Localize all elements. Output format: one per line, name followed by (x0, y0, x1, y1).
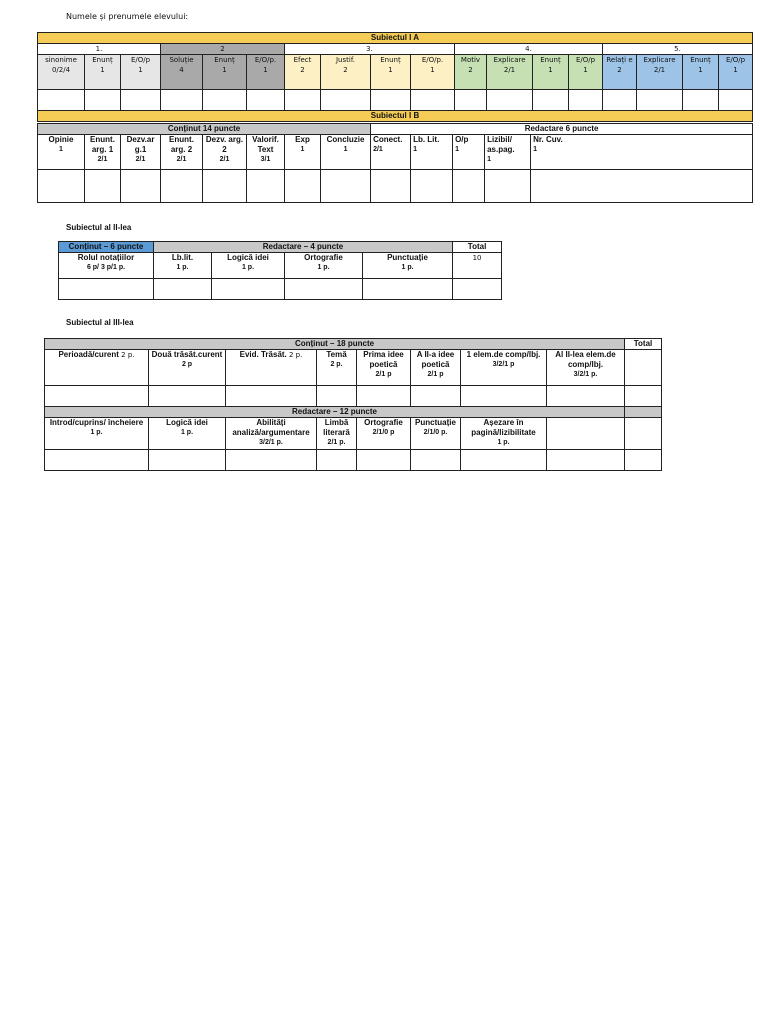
s2-content-header: Conținut – 6 puncte (59, 242, 154, 253)
s2-crit-4: Ortografie 1 p. (285, 253, 363, 279)
score-cell[interactable] (154, 279, 212, 300)
s1a-crit-15: Relați e 2 (603, 55, 637, 90)
score-cell[interactable] (625, 418, 662, 450)
s3-content-header: Conținut – 18 puncte (45, 339, 625, 350)
s1b-crit-3: Dezv.ar g.1 2/1 (121, 135, 161, 170)
subject-2-table (58, 241, 502, 300)
s3-content-score-row (45, 386, 662, 407)
s1a-crit-16: Explicare 2/1 (637, 55, 683, 90)
s2-crit-1: Rolul notațiilor 6 p/ 3 p/1 p. (59, 253, 154, 279)
s1a-groups-row (38, 44, 753, 55)
s1b-crit-5: Dezv. arg. 2 2/1 (203, 135, 247, 170)
score-cell[interactable] (637, 90, 683, 111)
score-cell[interactable] (85, 170, 121, 203)
subject-1b-table (37, 123, 753, 203)
score-cell[interactable] (247, 170, 285, 203)
score-cell[interactable] (453, 279, 502, 300)
score-cell[interactable] (487, 90, 533, 111)
score-cell[interactable] (317, 386, 357, 407)
score-cell[interactable] (285, 90, 321, 111)
subject-3-table (44, 338, 662, 471)
score-cell[interactable] (461, 386, 547, 407)
s1b-crit-13: Nr. Cuv. 1 (531, 135, 753, 170)
score-cell[interactable] (285, 170, 321, 203)
s1a-group-5: 5. (603, 44, 753, 55)
s1a-crit-6: E/O/p. 1 (247, 55, 285, 90)
score-cell[interactable] (533, 90, 569, 111)
score-cell[interactable] (38, 170, 85, 203)
score-cell[interactable] (149, 450, 226, 471)
score-cell[interactable] (85, 90, 121, 111)
score-cell[interactable] (461, 450, 547, 471)
score-cell[interactable] (357, 386, 411, 407)
s1b-crit-6: Valorif. Text 3/1 (247, 135, 285, 170)
score-cell[interactable] (247, 90, 285, 111)
s1a-crit-2: Enunț 1 (85, 55, 121, 90)
s1a-crit-18: E/O/p 1 (719, 55, 753, 90)
s2-crit-3: Logică idei 1 p. (212, 253, 285, 279)
s1b-crit-11: O/p 1 (453, 135, 485, 170)
score-cell[interactable] (683, 90, 719, 111)
s1a-crit-11: Motiv 2 (455, 55, 487, 90)
score-cell[interactable] (149, 386, 226, 407)
s1b-criteria-row (38, 135, 753, 170)
s3-crit-7: 1 elem.de comp/lbj. 3/2/1 p (461, 350, 547, 386)
score-cell[interactable] (569, 90, 603, 111)
s3-redactare-score-row (45, 450, 662, 471)
score-cell[interactable] (226, 450, 317, 471)
score-cell[interactable] (485, 170, 531, 203)
s3-red-crit-4: Limbă literară 2/1 p. (317, 418, 357, 450)
s1a-group-1: 1. (38, 44, 161, 55)
score-cell[interactable] (455, 90, 487, 111)
s3-crit-5: Prima idee poetică 2/1 p (357, 350, 411, 386)
score-cell[interactable] (45, 386, 149, 407)
s1a-crit-14: E/O/p 1 (569, 55, 603, 90)
s2-redactare-header: Redactare – 4 puncte (154, 242, 453, 253)
score-cell[interactable] (59, 279, 154, 300)
s1a-crit-9: Enunț 1 (371, 55, 411, 90)
s1a-crit-4: Soluție 4 (161, 55, 203, 90)
s1a-crit-7: Efect 2 (285, 55, 321, 90)
score-cell[interactable] (411, 90, 455, 111)
s3-crit-4: Temă 2 p. (317, 350, 357, 386)
score-cell[interactable] (357, 450, 411, 471)
s2-crit-5: Punctuație 1 p. (363, 253, 453, 279)
score-cell[interactable] (45, 450, 149, 471)
s1b-crit-2: Enunt. arg. 1 2/1 (85, 135, 121, 170)
s1a-crit-17: Enunț 1 (683, 55, 719, 90)
s1a-crit-13: Enunț 1 (533, 55, 569, 90)
s3-red-crit-3: Abilități analiză/argumentare 3/2/1 p. (226, 418, 317, 450)
s1b-crit-7: Exp 1 (285, 135, 321, 170)
s1b-crit-12: Lizibil/ as.pag. 1 (485, 135, 531, 170)
s1b-crit-9: Conect. 2/1 (371, 135, 411, 170)
score-cell[interactable] (625, 450, 662, 471)
s3-content-header-row (45, 339, 662, 350)
subject-3-title: Subiectul al III-lea (66, 318, 134, 327)
s1a-criteria-row (38, 55, 753, 90)
s1a-group-3: 3. (285, 44, 455, 55)
s1a-group-4: 4. (455, 44, 603, 55)
score-cell[interactable] (547, 450, 625, 471)
score-cell[interactable] (212, 279, 285, 300)
s1b-header-row (38, 124, 753, 135)
s3-crit-8: Al II-lea elem.de comp/lbj. 3/2/1 p. (547, 350, 625, 386)
s3-crit-3: Evid. Trăsăt. 2 p. (226, 350, 317, 386)
score-cell[interactable] (603, 90, 637, 111)
s1a-crit-5: Enunț 1 (203, 55, 247, 90)
s1a-title: Subiectul I A (38, 33, 753, 44)
score-cell[interactable] (547, 418, 625, 450)
s1b-title-row (38, 111, 753, 122)
score-cell[interactable] (161, 90, 203, 111)
score-cell[interactable] (203, 90, 247, 111)
s1b-score-row (38, 170, 753, 203)
score-cell[interactable] (371, 170, 411, 203)
score-cell[interactable] (317, 450, 357, 471)
subject-2-title: Subiectul al II-lea (66, 223, 132, 232)
subject-1-table (37, 32, 753, 122)
s1a-crit-10: E/O/p. 1 (411, 55, 455, 90)
score-cell[interactable] (203, 170, 247, 203)
s2-crit-2: Lb.lit. 1 p. (154, 253, 212, 279)
s3-total-header: Total (625, 339, 662, 350)
score-cell[interactable] (161, 170, 203, 203)
s3-red-crit-6: Punctuație 2/1/0 p. (411, 418, 461, 450)
score-cell[interactable] (226, 386, 317, 407)
s3-crit-6: A II-a idee poetică 2/1 p (411, 350, 461, 386)
s1b-redactare-header: Redactare 6 puncte (371, 124, 753, 135)
score-cell[interactable] (121, 170, 161, 203)
s3-red-crit-7: Așezare în pagină/lizibilitate 1 p. (461, 418, 547, 450)
score-cell[interactable] (363, 279, 453, 300)
s3-redactare-spacer (625, 407, 662, 418)
score-cell[interactable] (411, 170, 453, 203)
s1a-crit-1: sinonime 0/2/4 (38, 55, 85, 90)
s1b-crit-1: Opinie 1 (38, 135, 85, 170)
s1a-crit-12: Explicare 2/1 (487, 55, 533, 90)
s2-score-row (59, 279, 502, 300)
s3-red-crit-5: Ortografie 2/1/0 p (357, 418, 411, 450)
s3-redactare-criteria-row (45, 418, 662, 450)
s1a-title-row (38, 33, 753, 44)
s1a-crit-8: Justif. 2 (321, 55, 371, 90)
student-name-label: Numele și prenumele elevului: (66, 12, 189, 21)
s2-total-header: Total (453, 242, 502, 253)
score-cell[interactable] (411, 386, 461, 407)
s1b-crit-10: Lb. Lit. 1 (411, 135, 453, 170)
score-cell[interactable] (321, 90, 371, 111)
s1a-score-row (38, 90, 753, 111)
s3-total-cell[interactable] (625, 350, 662, 386)
score-cell[interactable] (285, 279, 363, 300)
score-cell[interactable] (38, 90, 85, 111)
score-cell[interactable] (371, 90, 411, 111)
s3-red-crit-1: Introd/cuprins/ încheiere 1 p. (45, 418, 149, 450)
s1b-crit-8: Concluzie 1 (321, 135, 371, 170)
score-cell[interactable] (719, 90, 753, 111)
s3-crit-2: Două trăsăt.curent 2 p (149, 350, 226, 386)
s1a-group-2: 2 (161, 44, 285, 55)
score-cell[interactable] (453, 170, 485, 203)
s3-redactare-header-row (45, 407, 662, 418)
score-cell[interactable] (625, 386, 662, 407)
s3-content-criteria-row (45, 350, 662, 386)
s1b-title: Subiectul I B (38, 111, 753, 122)
s2-total-value: 10 (453, 253, 502, 279)
s3-crit-1: Perioadă/curent 2 p. (45, 350, 149, 386)
s3-red-crit-2: Logică idei 1 p. (149, 418, 226, 450)
score-cell[interactable] (121, 90, 161, 111)
score-cell[interactable] (547, 386, 625, 407)
s3-redactare-header: Redactare – 12 puncte (45, 407, 625, 418)
s1b-content-header: Conținut 14 puncte (38, 124, 371, 135)
s2-criteria-row (59, 253, 502, 279)
s1a-crit-3: E/O/p 1 (121, 55, 161, 90)
score-cell[interactable] (411, 450, 461, 471)
score-cell[interactable] (531, 170, 753, 203)
s1b-crit-4: Enunt. arg. 2 2/1 (161, 135, 203, 170)
s2-header-row (59, 242, 502, 253)
score-cell[interactable] (321, 170, 371, 203)
